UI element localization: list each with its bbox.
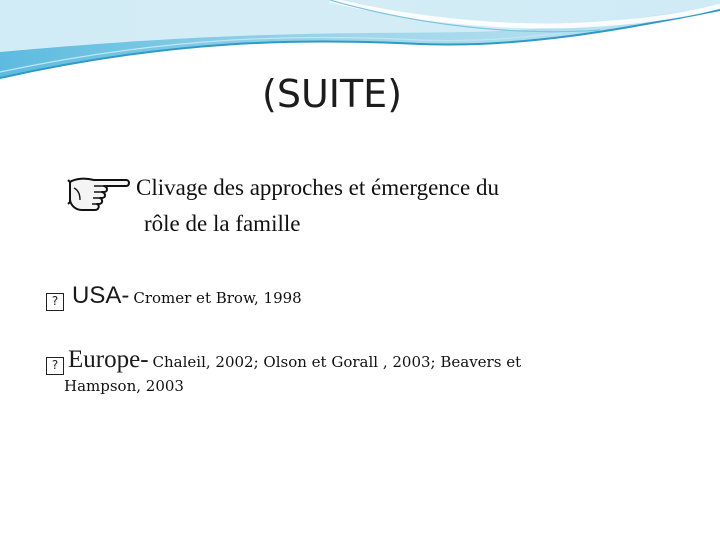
bullet-item-europe (46, 346, 521, 375)
bullet-label: USA- (72, 282, 130, 309)
pointing-hand-icon (64, 168, 132, 220)
bullet-reference-continued: Hampson, 2003 (64, 377, 184, 395)
slide-title: (SUITE) (262, 72, 403, 116)
subtitle-line-2: rôle de la famille (144, 211, 301, 236)
bullet-reference: Chaleil, 2002; Olson et Gorall , 2003; Beavers et (152, 353, 522, 371)
slide-subtitle (136, 170, 499, 242)
bullet-label: Europe- (68, 346, 149, 373)
bullet-item-usa (46, 282, 302, 311)
missing-glyph-box-icon: ? (46, 293, 64, 311)
missing-glyph-box-icon: ? (46, 357, 64, 375)
subtitle-line-1: Clivage des approches et émergence du (136, 175, 499, 200)
bullet-reference: Cromer et Brow, 1998 (133, 289, 302, 307)
